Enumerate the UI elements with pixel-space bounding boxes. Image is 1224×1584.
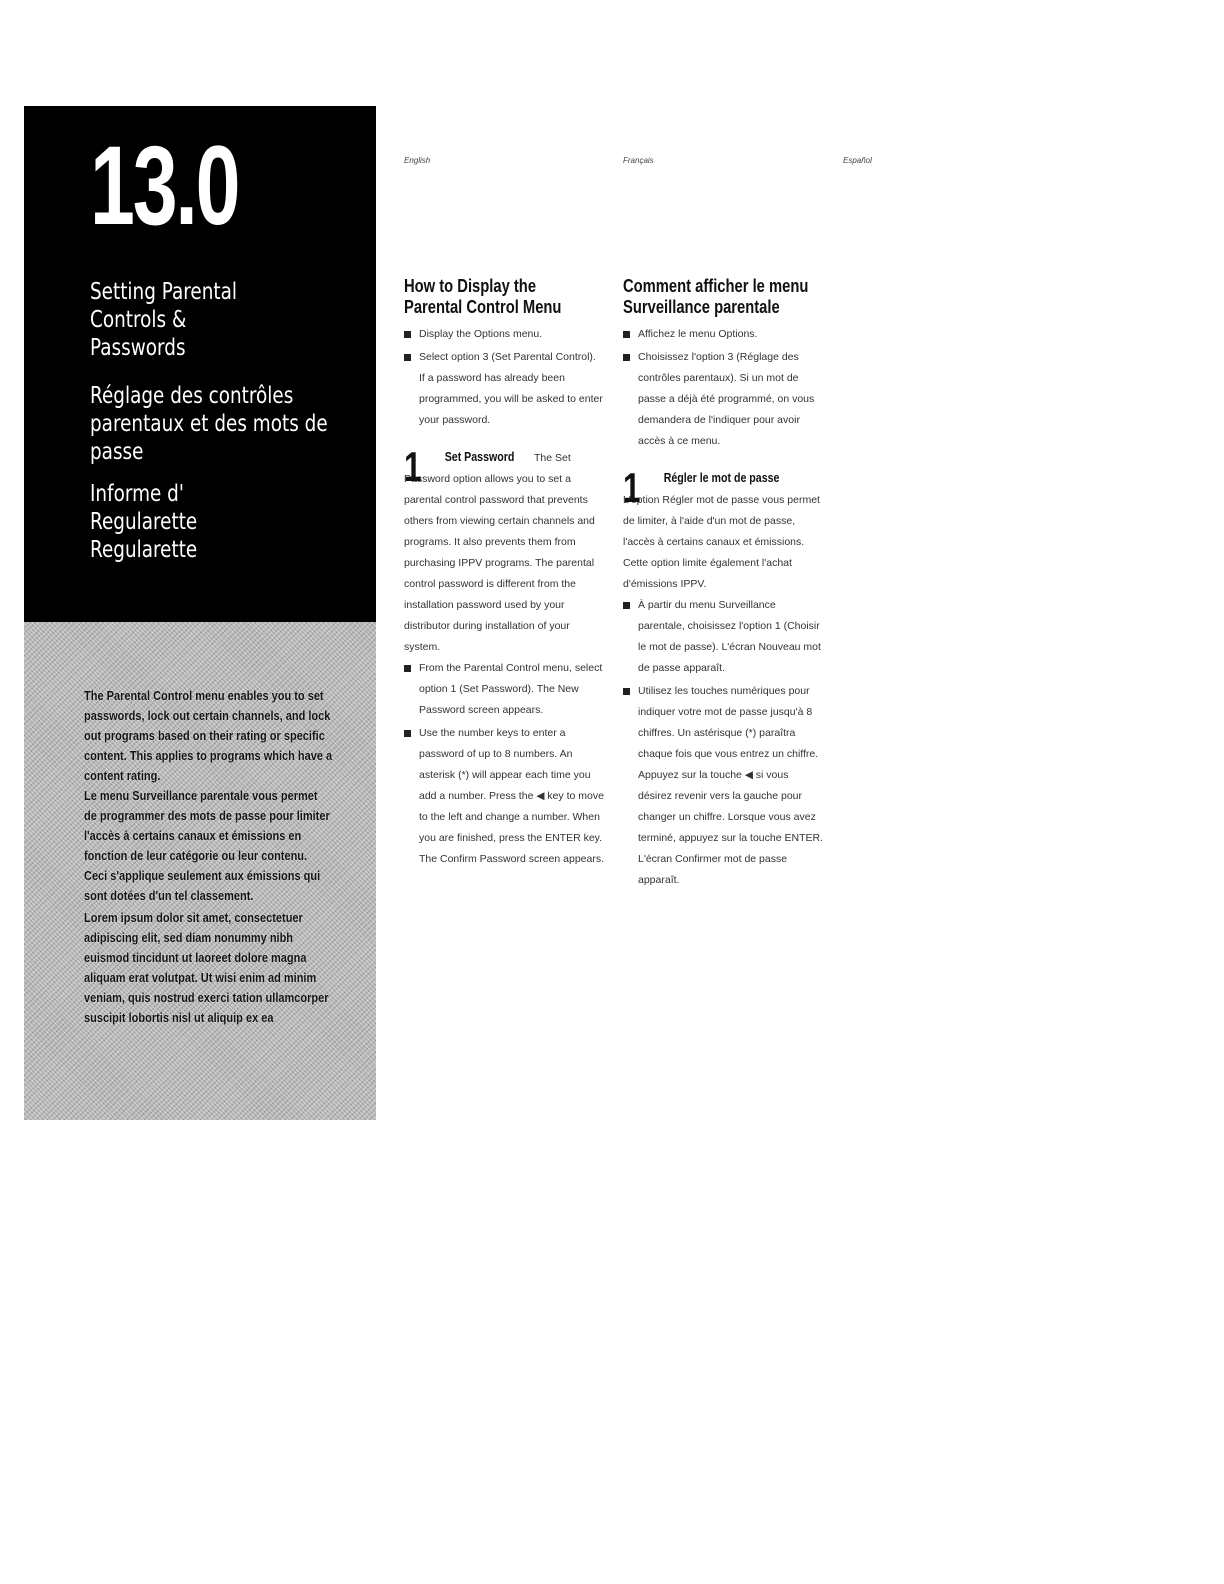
intro-panel bbox=[24, 622, 376, 1120]
chapter-title-french: Réglage des contrôles parentaux et des mots de passe bbox=[90, 383, 328, 465]
step-description: The Set Password option allows you to set a parental control password that prevents others from viewing certain channels and programs. It also prevents them from purchasing IPPV programs. The parental control password is different from the installation password used by your distributor during installation of your system. bbox=[404, 452, 595, 653]
list-item: À partir du menu Surveillance parentale, choisissez l'option 1 (Choisir le mot de passe). L'écran Nouveau mot de passe apparaît. bbox=[623, 595, 823, 679]
intro-french: Le menu Surveillance parentale vous permet de programmer des mots de passe pour limiter l'accès à certains canaux et émissions en fonction de leur catégorie ou leur contenu. Ceci s'applique seulement aux émissions qui sont dotées d'un tel classement. bbox=[84, 789, 330, 903]
step-block bbox=[404, 443, 604, 658]
list-item: Use the number keys to enter a password of up to 8 numbers. An asterisk (*) will appear each time you add a number. Press the ◀ key to move to the left and change a number. When you are finished, press the ENTER key. The Confirm Password screen appears. bbox=[404, 723, 604, 870]
language-label-spanish: Español bbox=[843, 156, 872, 165]
chapter-title-english: Setting Parental Controls & Passwords bbox=[90, 279, 238, 361]
section-heading: How to Display the Parental Control Menu bbox=[404, 276, 562, 317]
intro-english: The Parental Control menu enables you to set passwords, lock out certain channels, and lock out programs based on their rating or specific content. This applies to programs which have a content rating. bbox=[84, 689, 333, 783]
bullet-square-icon bbox=[404, 665, 411, 672]
list-item: Display the Options menu. bbox=[404, 324, 604, 345]
chapter-header-panel bbox=[24, 106, 376, 622]
step-description: L'option Régler mot de passe vous permet de limiter, à l'aide d'un mot de passe, l'accès à certains canaux et émissions. Cette option limite également l'achat d'émissions IPPV. bbox=[623, 494, 820, 590]
step-number: 1 bbox=[623, 464, 641, 511]
step-title: Régler le mot de passe bbox=[663, 471, 780, 485]
bullet-square-icon bbox=[404, 331, 411, 338]
list-item: Choisissez l'option 3 (Réglage des contrôles parentaux). Si un mot de passe a déjà été programmé, on vous demandera de l'indiquer pour avoir accès à ce menu. bbox=[623, 347, 823, 452]
bullet-square-icon bbox=[623, 354, 630, 361]
language-label-english: English bbox=[404, 156, 431, 165]
step-number: 1 bbox=[404, 443, 422, 490]
step-title: Set Password bbox=[444, 450, 515, 464]
chapter-title-spanish: Informe d' Regularette Regularette bbox=[90, 481, 198, 563]
list-item: Select option 3 (Set Parental Control). If a password has already been programmed, you will be asked to enter your password. bbox=[404, 347, 604, 431]
bullet-square-icon bbox=[404, 730, 411, 737]
intro-spanish: Lorem ipsum dolor sit amet, consectetuer adipiscing elit, sed diam nonummy nibh euismod tincidunt ut laoreet dolore magna aliquam erat volutpat. Ut wisi enim ad minim veniam, quis nostrud exerci tation ullamcorper suscipit lobortis nisl ut aliquip ex ea bbox=[84, 911, 329, 1025]
bullet-square-icon bbox=[623, 602, 630, 609]
step-block bbox=[623, 464, 823, 595]
chapter-number: 13.0 bbox=[90, 123, 239, 248]
list-item: From the Parental Control menu, select option 1 (Set Password). The New Password screen appears. bbox=[404, 658, 604, 721]
section-heading: Comment afficher le menu Surveillance parentale bbox=[623, 276, 809, 317]
bullet-square-icon bbox=[404, 354, 411, 361]
language-label-french: Français bbox=[623, 156, 654, 165]
bullet-square-icon bbox=[623, 331, 630, 338]
list-item: Affichez le menu Options. bbox=[623, 324, 823, 345]
english-column bbox=[404, 276, 604, 872]
bullet-square-icon bbox=[623, 688, 630, 695]
list-item: Utilisez les touches numériques pour indiquer votre mot de passe jusqu'à 8 chiffres. Un astérisque (*) paraîtra chaque fois que vous entrez un chiffre. Appuyez sur la touche ◀ si vous désirez revenir vers la gauche pour changer un chiffre. Lorsque vous avez terminé, appuyez sur la touche ENTER. L'écran Confirmer mot de passe apparaît. bbox=[623, 681, 823, 891]
french-column bbox=[623, 276, 823, 893]
